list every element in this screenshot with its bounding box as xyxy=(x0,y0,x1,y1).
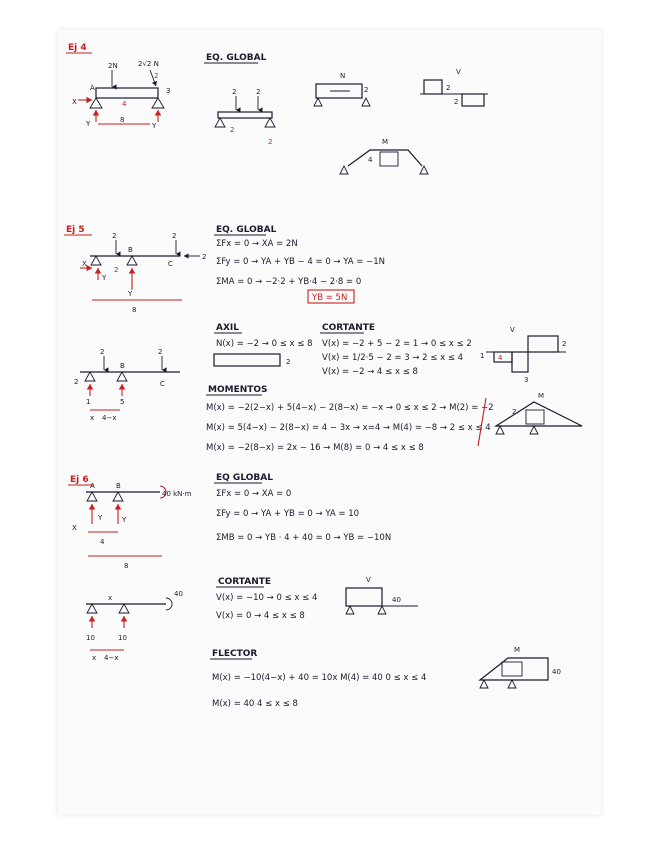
svg-text:8: 8 xyxy=(120,116,125,124)
svg-text:40: 40 xyxy=(392,596,401,604)
svg-text:2N: 2N xyxy=(108,62,118,70)
ej6-eq2: ΣFy = 0 → YA + YB = 0 → YA = 10 xyxy=(216,509,360,519)
svg-text:B: B xyxy=(120,362,125,370)
svg-text:2: 2 xyxy=(446,84,451,92)
svg-text:2√2 N: 2√2 N xyxy=(138,60,159,68)
ej5-eq1: ΣFx = 0 → XA = 2N xyxy=(216,239,298,249)
svg-text:2: 2 xyxy=(202,253,207,261)
svg-text:x: x xyxy=(108,594,113,602)
ej5-eq2: ΣFy = 0 → YA + YB − 4 = 0 → YA = −1N xyxy=(216,257,386,267)
svg-text:M: M xyxy=(382,138,389,146)
svg-text:8: 8 xyxy=(124,562,129,570)
ej6-beam2-diagram xyxy=(86,590,183,662)
svg-text:1: 1 xyxy=(86,398,91,406)
ej5-beam-diagram xyxy=(80,232,206,314)
svg-text:M: M xyxy=(514,646,521,654)
svg-text:2: 2 xyxy=(230,126,235,134)
svg-text:x: x xyxy=(90,414,95,422)
svg-text:40: 40 xyxy=(552,668,561,676)
ej5-shear-diagram xyxy=(480,326,566,384)
svg-text:N: N xyxy=(340,72,346,80)
ej5-axial-diagram xyxy=(214,354,280,366)
ej6-eq-title: EQ GLOBAL xyxy=(216,473,273,483)
svg-text:4: 4 xyxy=(368,156,373,164)
ej5-eq4: YB = 5N xyxy=(312,293,348,303)
svg-text:X: X xyxy=(72,524,77,532)
svg-text:A: A xyxy=(90,84,95,92)
svg-text:X: X xyxy=(82,260,87,268)
svg-text:C: C xyxy=(160,380,165,388)
svg-text:8: 8 xyxy=(132,306,137,314)
svg-text:2: 2 xyxy=(232,88,237,96)
svg-text:Y: Y xyxy=(152,122,157,130)
ej4-section xyxy=(66,43,488,174)
ej6-flector-title: FLECTOR xyxy=(212,649,258,659)
ej6-eq3: ΣMB = 0 → YB · 4 + 40 = 0 → YB = −10N xyxy=(216,533,392,543)
svg-text:40: 40 xyxy=(174,590,183,598)
svg-text:B: B xyxy=(128,246,133,254)
ej6-flec2: M(x) = 40 4 ≤ x ≤ 8 xyxy=(212,699,298,709)
ej6-cortante-title: CORTANTE xyxy=(218,577,272,587)
ej5-label: Ej 5 xyxy=(66,225,85,235)
ej6-cort2: V(x) = 0 → 4 ≤ x ≤ 8 xyxy=(216,611,305,621)
ej5-mom1: M(x) = −2(2−x) + 5(4−x) − 2(8−x) = −x → 0 ≤ x ≤ 2 → M(2) = −2 xyxy=(206,403,494,413)
svg-text:V: V xyxy=(456,68,461,76)
svg-text:10: 10 xyxy=(118,634,127,642)
svg-text:X: X xyxy=(72,98,77,106)
svg-text:4: 4 xyxy=(122,100,127,108)
svg-text:2: 2 xyxy=(268,138,273,146)
svg-text:B: B xyxy=(116,482,121,490)
svg-text:2: 2 xyxy=(172,232,177,240)
ej4-moment-diagram xyxy=(340,138,428,174)
svg-text:2: 2 xyxy=(74,378,79,386)
svg-text:5: 5 xyxy=(120,398,125,406)
ej4-label: Ej 4 xyxy=(68,43,87,53)
svg-text:x: x xyxy=(92,654,97,662)
svg-text:Y: Y xyxy=(86,120,91,128)
svg-text:2: 2 xyxy=(114,266,119,274)
ej4-shear-diagram xyxy=(420,68,488,106)
svg-text:4: 4 xyxy=(100,538,105,546)
ej5-cort1: V(x) = −2 + 5 − 2 = 1 → 0 ≤ x ≤ 2 xyxy=(322,339,472,349)
ej4-eq-global-title: EQ. GLOBAL xyxy=(206,53,267,63)
svg-text:A: A xyxy=(90,482,95,490)
svg-text:2: 2 xyxy=(112,232,117,240)
ej5-mom2: M(x) = 5(4−x) − 2(8−x) = 4 − 3x → x=4 → M(4) = −8 → 2 ≤ x ≤ 4 xyxy=(206,423,491,433)
svg-text:2: 2 xyxy=(562,340,567,348)
ej5-cort2: V(x) = 1/2·5 − 2 = 3 → 2 ≤ x ≤ 4 xyxy=(322,353,464,363)
svg-text:10: 10 xyxy=(86,634,95,642)
ej5-axil-title: AXIL xyxy=(216,323,239,333)
svg-text:4: 4 xyxy=(498,354,503,362)
svg-text:C: C xyxy=(168,260,173,268)
ej5-cort3: V(x) = −2 → 4 ≤ x ≤ 8 xyxy=(322,367,418,377)
ej4-eq-beam xyxy=(215,88,275,146)
svg-text:M: M xyxy=(538,392,545,400)
ej6-section xyxy=(68,473,561,709)
svg-text:1: 1 xyxy=(480,352,485,360)
ej6-shear-diagram xyxy=(346,576,418,614)
ej4-beam-diagram xyxy=(72,60,170,130)
ej5-momentos-title: MOMENTOS xyxy=(208,385,268,395)
ej5-moment-diagram xyxy=(496,392,582,434)
ej5-eq-title: EQ. GLOBAL xyxy=(216,225,277,235)
ej5-mom3: M(x) = −2(8−x) = 2x − 16 → M(8) = 0 → 4 ≤ x ≤ 8 xyxy=(206,443,424,453)
ej4-axial-diagram xyxy=(314,72,370,106)
svg-text:3: 3 xyxy=(166,87,171,95)
svg-text:2: 2 xyxy=(100,348,105,356)
svg-text:2: 2 xyxy=(154,72,159,80)
ej5-beam2-diagram xyxy=(74,348,180,422)
ej5-eq3: ΣMA = 0 → −2·2 + YB·4 − 2·8 = 0 xyxy=(216,277,362,287)
ej5-axil1: N(x) = −2 → 0 ≤ x ≤ 8 xyxy=(216,339,313,349)
ej6-eq1: ΣFx = 0 → XA = 0 xyxy=(216,489,292,499)
svg-text:2: 2 xyxy=(158,348,163,356)
ej6-cort1: V(x) = −10 → 0 ≤ x ≤ 4 xyxy=(216,593,318,603)
svg-text:Y: Y xyxy=(98,514,103,522)
svg-text:4−x: 4−x xyxy=(102,414,117,422)
svg-text:Y: Y xyxy=(102,274,107,282)
ej5-cortante-title: CORTANTE xyxy=(322,323,376,333)
ej6-label: Ej 6 xyxy=(70,475,89,485)
svg-text:2: 2 xyxy=(364,86,369,94)
ej5-section xyxy=(64,225,582,453)
svg-text:2: 2 xyxy=(286,358,291,366)
svg-text:V: V xyxy=(366,576,371,584)
ej6-moment-diagram xyxy=(480,646,561,688)
svg-text:40 kN·m: 40 kN·m xyxy=(162,490,192,498)
ej6-flec1: M(x) = −10(4−x) + 40 = 10x M(4) = 40 0 ≤ x ≤ 4 xyxy=(212,673,427,683)
svg-text:2: 2 xyxy=(256,88,261,96)
svg-text:2: 2 xyxy=(512,408,517,416)
svg-text:2: 2 xyxy=(454,98,459,106)
svg-text:V: V xyxy=(510,326,515,334)
svg-text:4−x: 4−x xyxy=(104,654,119,662)
svg-text:Y: Y xyxy=(122,516,127,524)
svg-text:3: 3 xyxy=(524,376,529,384)
ej6-beam-diagram xyxy=(72,482,192,570)
svg-text:Y: Y xyxy=(128,290,133,298)
